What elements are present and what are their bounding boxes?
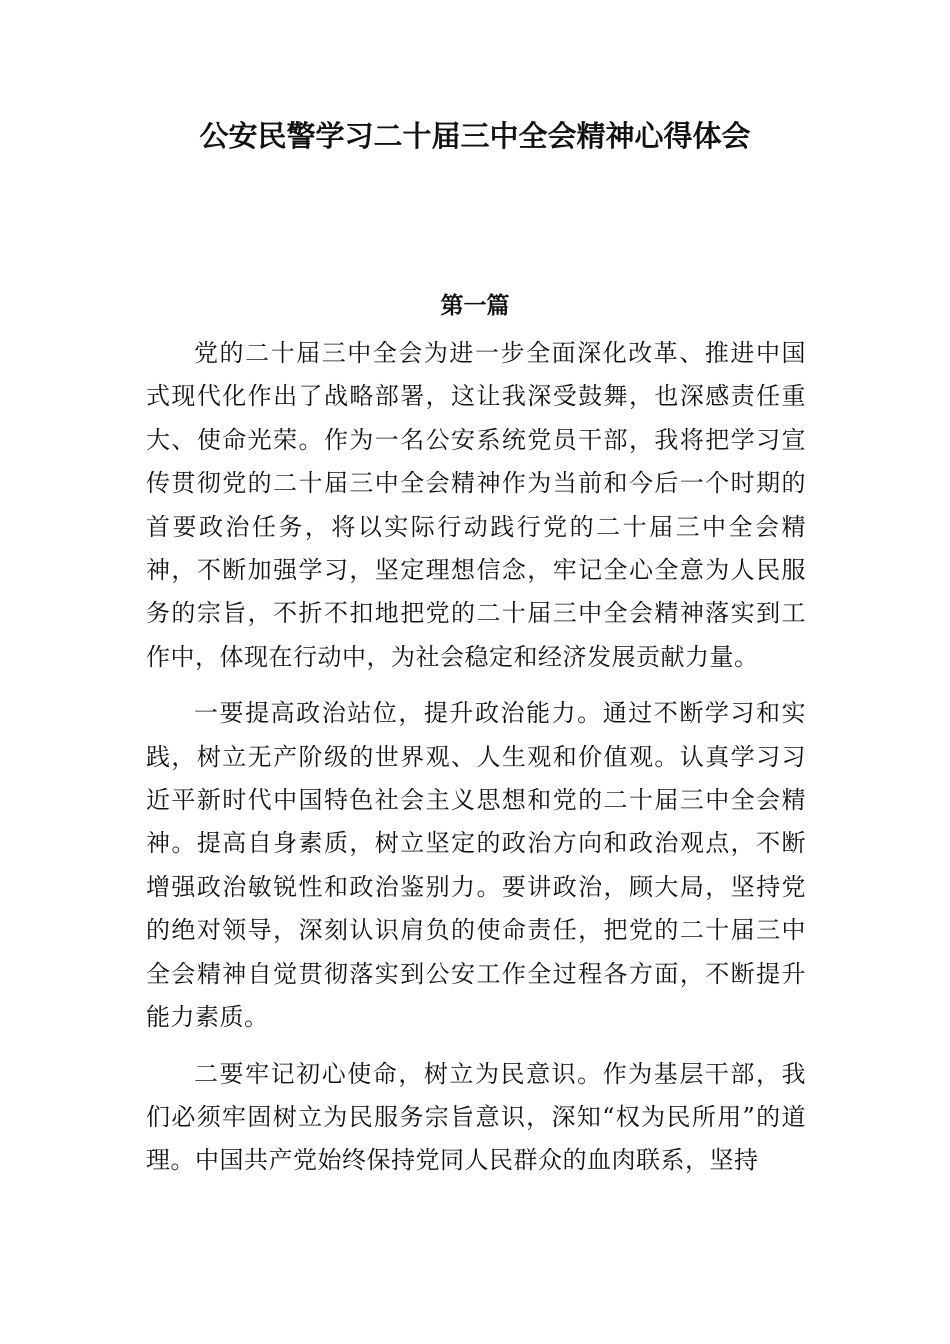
paragraph-2: 一要提高政治站位，提升政治能力。通过不断学习和实践，树立无产阶级的世界观、人生观和价值观。认真学习习近平新时代中国特色社会主义思想和党的二十届三中全会精神。提高自身素质，树立坚定的政治方向和政治观点，不断增强政治敏锐性和政治鉴别力。要讲政治，顾大局，坚持党的绝对领导，深刻认识肩负的使命责任，把党的二十届三中全会精神自觉贯彻落实到公安工作全过程各方面，不断提升能力素质。: [146, 699, 806, 1032]
document-body: [146, 332, 806, 1196]
paragraph-3: 二要牢记初心使命，树立为民意识。作为基层干部，我们必须牢固树立为民服务宗旨意识，深知“权为民所用”的道理。中国共产党始终保持党同人民群众的血肉联系，坚持: [146, 1059, 806, 1175]
document-title: 公安民警学习二十届三中全会精神心得体会: [199, 119, 751, 153]
paragraph-1: 党的二十届三中全会为进一步全面深化改革、推进中国式现代化作出了战略部署，这让我深受鼓舞，也深感责任重大、使命光荣。作为一名公安系统党员干部，我将把学习宣传贯彻党的二十届三中全会精神作为当前和今后一个时期的首要政治任务，将以实际行动践行党的二十届三中全会精神，不断加强学习，坚定理想信念，牢记全心全意为人民服务的宗旨，不折不扣地把党的二十届三中全会精神落实到工作中，体现在行动中，为社会稳定和经济发展贡献力量。: [146, 339, 806, 671]
section-heading: 第一篇: [440, 293, 510, 319]
